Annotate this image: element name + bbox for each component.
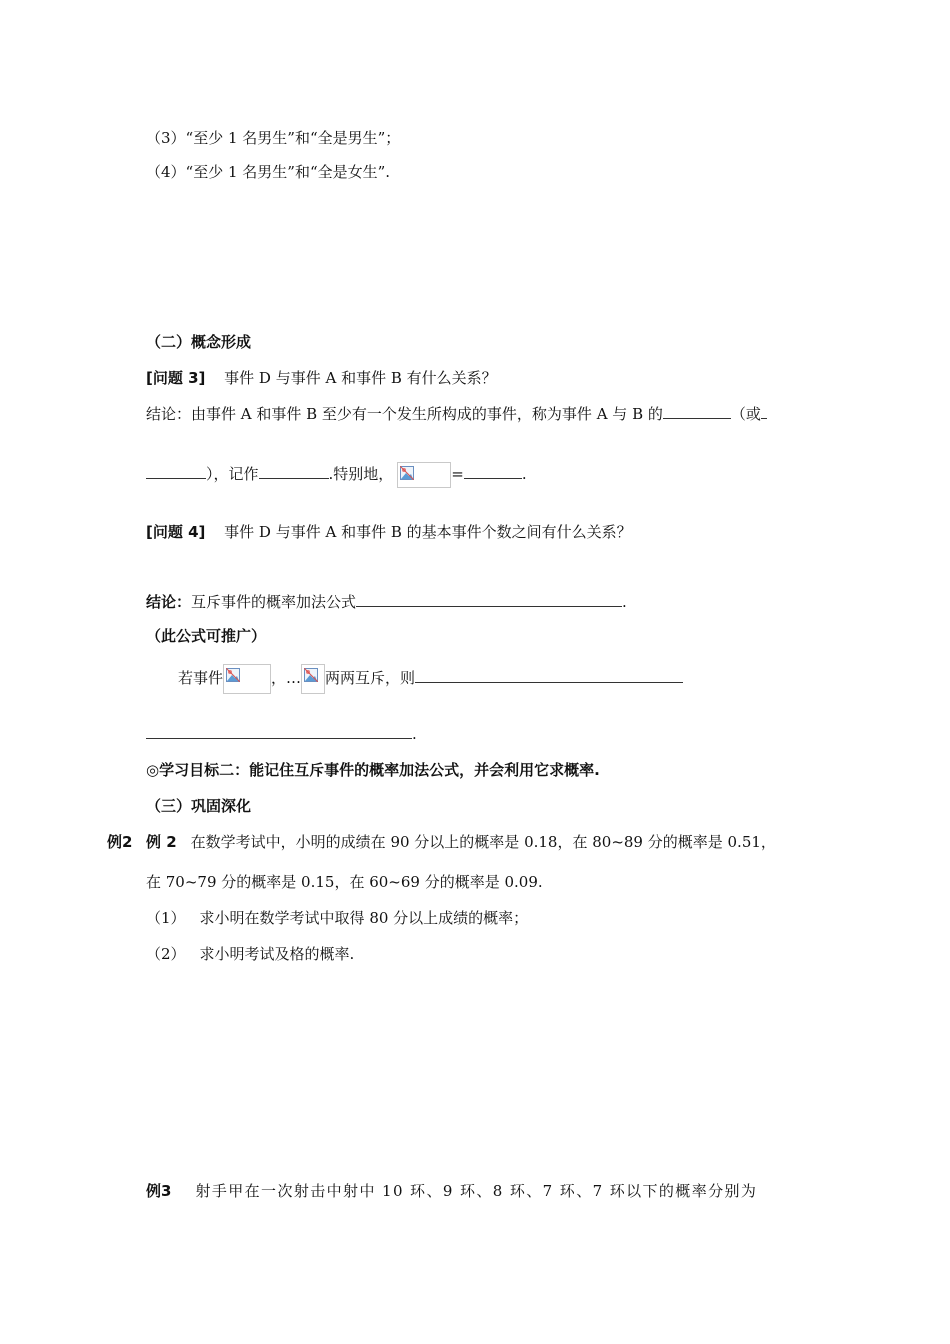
conclusion-1-equals: = [451, 465, 464, 483]
question-4 [146, 522, 632, 542]
learning-goal-2: ◎学习目标二：能记住互斥事件的概率加法公式，并会利用它求概率. [146, 761, 600, 779]
section-heading-consolidate: （三）巩固深化 [146, 797, 252, 815]
question-4-text: 事件 D 与事件 A 和事件 B 的基本事件个数之间有什么关系？ [224, 523, 632, 541]
example-2-q2-number: （2） [146, 945, 186, 963]
generalized-ellipsis: ，… [271, 669, 302, 687]
example-2-question-1 [146, 908, 528, 928]
broken-image-icon [226, 668, 240, 682]
example-2-label: 例 2 [146, 833, 177, 851]
list-item-3: （3）“至少 1 名男生”和“全是男生”； [146, 129, 401, 147]
generalize-note: （此公式可推广） [146, 627, 267, 645]
example-3-label: 例3 [146, 1182, 172, 1200]
blank-union-name [663, 404, 731, 419]
blank-or-name [146, 464, 206, 479]
conclusion-1-end: . [521, 465, 527, 483]
conclusion-2-text: 互斥事件的概率加法公式 [191, 593, 357, 611]
blank-special [464, 464, 522, 479]
blank-generalized-formula [415, 668, 683, 683]
events-image-1 [223, 664, 271, 694]
question-3-label: [问题 3] [146, 369, 206, 387]
example-2-q1-number: （1） [146, 909, 186, 927]
conclusion-1-text: 结论：由事件 A 和事件 B 至少有一个发生所构成的事件，称为事件 A 与 B 的 [146, 405, 663, 423]
blank-or-start [761, 404, 767, 419]
example-2-text-1: 在数学考试中，小明的成绩在 90 分以上的概率是 0.18，在 80~89 分的概率是 0.51， [190, 833, 776, 851]
example-2-question-2 [146, 944, 354, 964]
example-2-q2-text: 求小明考试及格的概率. [199, 945, 355, 963]
generalized-formula-cont [146, 724, 417, 744]
generalized-if: 若事件 [178, 669, 224, 687]
conclusion-2-end: . [622, 593, 627, 611]
conclusion-2-label: 结论： [146, 593, 192, 611]
formula-image [397, 462, 451, 488]
blank-addition-formula [356, 592, 622, 607]
generalized-formula [178, 664, 683, 694]
conclusion-1-special: .特别地， [328, 465, 394, 483]
example-2-line-1 [146, 832, 776, 852]
example-3-text: 射手甲在一次射击中射中 10 环、9 环、8 环、7 环、7 环以下的概率分别为 [195, 1182, 758, 1200]
example-3 [146, 1181, 757, 1201]
generalized-end: . [412, 725, 417, 743]
conclusion-1-notation-label: ），记作 [206, 465, 259, 483]
question-4-label: [问题 4] [146, 523, 206, 541]
conclusion-1 [146, 404, 767, 424]
events-image-2 [301, 664, 325, 694]
section-heading-concept: （二）概念形成 [146, 333, 252, 351]
conclusion-1-cont [146, 462, 527, 488]
question-3-text: 事件 D 与事件 A 和事件 B 有什么关系？ [224, 369, 497, 387]
blank-generalized-formula-2 [146, 724, 412, 739]
conclusion-1-or: （或 [730, 405, 761, 423]
generalized-mutually-exclusive: 两两互斥，则 [325, 669, 416, 687]
list-item-4: （4）“至少 1 名男生”和“全是女生”. [146, 163, 391, 181]
broken-image-icon [400, 466, 414, 480]
example-2-line-2: 在 70~79 分的概率是 0.15，在 60~69 分的概率是 0.09. [146, 873, 543, 891]
broken-image-icon [304, 668, 318, 682]
question-3 [146, 368, 497, 388]
blank-notation [259, 464, 329, 479]
conclusion-2 [146, 592, 627, 612]
example-2-margin-label: 例2 [107, 833, 133, 851]
example-2-q1-text: 求小明在数学考试中取得 80 分以上成绩的概率； [199, 909, 529, 927]
